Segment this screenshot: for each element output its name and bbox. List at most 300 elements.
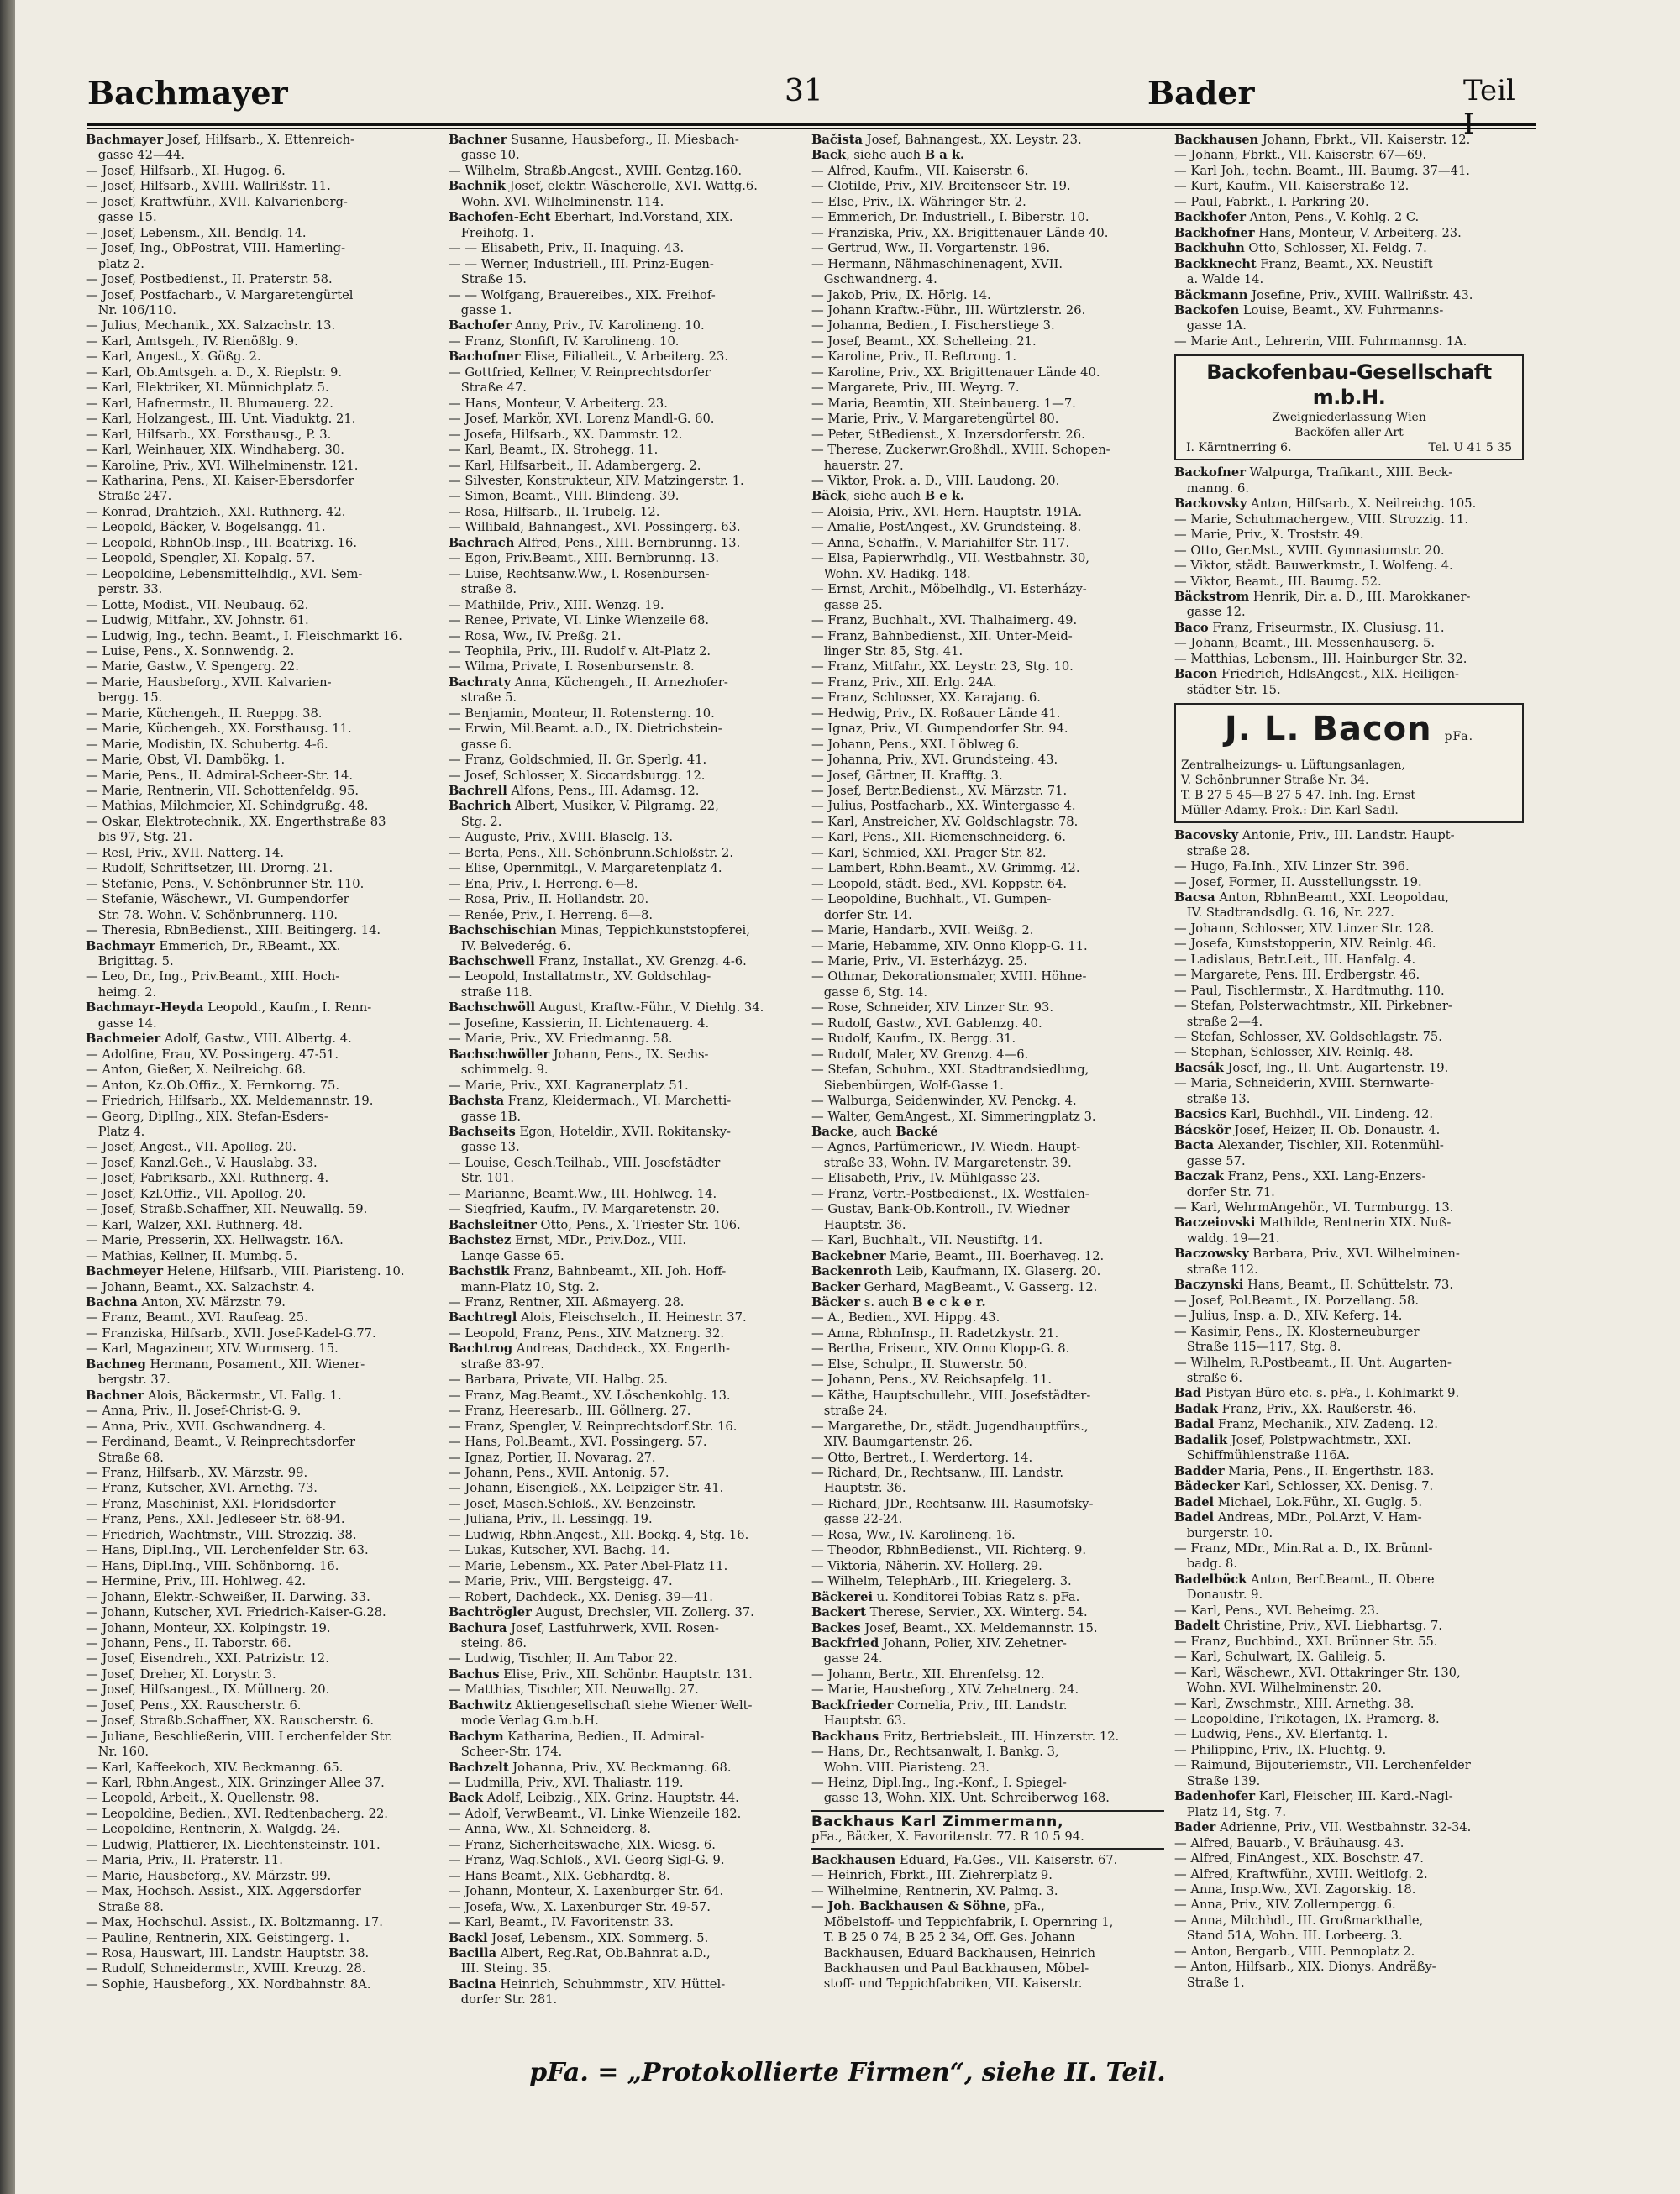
directory-entry: gasse 15. [86, 210, 157, 225]
directory-entry: — Elise, Opernmitgl., V. Margaretenplatz 4. [449, 861, 722, 876]
directory-entry: Scheer-Str. 174. [449, 1745, 563, 1760]
directory-entry: — Othmar, Dekorationsmaler, XVIII. Höhne- [811, 969, 1087, 984]
directory-entry: — Johann, Kutscher, XVI. Friedrich-Kaiser-G.28. [86, 1605, 386, 1620]
directory-entry: Freihofg. 1. [449, 225, 534, 240]
directory-entry: Bachmayr Emmerich, Dr., RBeamt., XX. [86, 938, 341, 953]
directory-entry: — Anna, Schaffn., V. Mariahilfer Str. 117. [811, 535, 1070, 550]
ad-backofenbau-title: Backofenbau-Gesellschaft m.b.H. [1206, 360, 1492, 410]
directory-entry: Bachofner Elise, Filialleit., V. Arbeiterg. 23. [449, 349, 729, 365]
directory-entry: — Viktoria, Näherin. XV. Hollerg. 29. [811, 1558, 1042, 1573]
directory-entry: gasse 6, Stg. 14. [811, 984, 928, 1000]
directory-entry: — Clotilde, Priv., XIV. Breitenseer Str. 19. [811, 179, 1071, 194]
directory-entry: — Kurt, Kaufm., VII. Kaiserstraße 12. [1174, 179, 1410, 194]
directory-entry: — Julius, Insp. a. D., XIV. Keferg. 14. [1174, 1309, 1403, 1324]
directory-entry: — Adolf, VerwBeamt., VI. Linke Wienzeile 182. [449, 1806, 742, 1821]
directory-entry: — Leopold, städt. Bed., XVI. Koppstr. 64. [811, 876, 1068, 891]
directory-entry: — — Werner, Industriell., III. Prinz-Eugen- [449, 256, 714, 271]
header-rule-thick [87, 123, 1536, 126]
directory-entry: Badak Franz, Priv., XX. Raußerstr. 46. [1174, 1401, 1417, 1416]
directory-entry: — Karl, Walzer, XXI. Ruthnerg. 48. [86, 1217, 302, 1232]
directory-entry: Str. 101. [449, 1171, 515, 1186]
directory-entry: dorfer Str. 14. [811, 907, 912, 922]
directory-entry: — Johann, Monteur, XX. Kolpingstr. 19. [86, 1620, 331, 1635]
directory-entry: gasse 14. [86, 1016, 157, 1031]
directory-entry: straße 24. [811, 1404, 888, 1419]
directory-entry: — Stefanie, Wäschewr., VI. Gumpendorfer [86, 892, 349, 907]
directory-entry: gasse 13, Wohn. XIX. Unt. Schreiberweg 168. [811, 1791, 1110, 1806]
directory-entry: — Julius, Postfacharb., XX. Wintergasse 4. [811, 799, 1076, 814]
directory-entry: Siebenbürgen, Wolf-Gasse 1. [811, 1078, 1004, 1093]
directory-entry: — Josef, Straßb.Schaffner, XII. Neuwallg. 59. [86, 1202, 368, 1217]
directory-entry: — Egon, Priv.Beamt., XIII. Bernbrunng. 13. [449, 551, 720, 566]
directory-entry: — Marie, Obst, VI. Dambökg. 1. [86, 753, 286, 768]
directory-entry: — Katharina, Pens., XI. Kaiser-Ebersdorfer [86, 473, 354, 488]
directory-entry: — Marie Ant., Lehrerin, VIII. Fuhrmannsg. 1A. [1174, 333, 1467, 349]
directory-page [15, 0, 1680, 2194]
directory-entry: städter Str. 15. [1174, 682, 1281, 697]
directory-entry: straße 28. [1174, 843, 1251, 858]
directory-entry: — Luise, Pens., X. Sonnwendg. 2. [86, 643, 295, 659]
directory-entry: — Karl, Pens., XII. Riemenschneiderg. 6. [811, 830, 1066, 845]
directory-entry: T. B 25 0 74, B 25 2 34, Off. Ges. Johann [811, 1930, 1075, 1945]
directory-entry: Bäckmann Josefine, Priv., XVIII. Wallrißstr. 43. [1174, 287, 1473, 302]
directory-entry: — Wilhelmine, Rentnerin, XV. Palmg. 3. [811, 1883, 1058, 1898]
directory-entry: — Karoline, Priv., II. Reftrong. 1. [811, 349, 1017, 365]
directory-entry: — Karl, Rbhn.Angest., XIX. Grinzinger Allee 37. [86, 1776, 385, 1791]
directory-entry: — Erwin, Mil.Beamt. a.D., IX. Dietrichstein- [449, 722, 722, 737]
directory-entry: — Anna, Priv., XIV. Zollernpergg. 6. [1174, 1897, 1396, 1913]
directory-entry: Straße 88. [86, 1899, 164, 1914]
directory-entry: Backhausen und Paul Backhausen, Möbel- [811, 1961, 1089, 1976]
directory-entry: — Maria, Beamtin, XII. Steinbauerg. 1—7. [811, 396, 1076, 411]
running-header [87, 74, 1532, 121]
directory-entry: — Marie, Priv., XV. Friedmanng. 58. [449, 1031, 673, 1047]
directory-entry: Wohn. VIII. Piaristeng. 23. [811, 1760, 990, 1775]
directory-entry: — Marie, Priv., XXI. Kagranerplatz 51. [449, 1078, 689, 1093]
directory-entry: platz 2. [86, 256, 144, 271]
directory-entry: — Oskar, Elektrotechnik., XX. Engerthstraße 83 [86, 814, 386, 829]
directory-entry: — Juliane, Beschließerin, VIII. Lerchenfelder Str. [86, 1729, 393, 1744]
ad-bacon-title: J. L. Bacon [1224, 710, 1432, 749]
directory-columns [86, 133, 1537, 2038]
directory-entry: — Marie, Hebamme, XIV. Onno Klopp-G. 11. [811, 938, 1088, 953]
directory-entry: Hauptstr. 36. [811, 1481, 906, 1496]
directory-entry: — Ludwig, Ing., techn. Beamt., I. Fleischmarkt 16. [86, 628, 402, 643]
directory-entry: — Franz, Beamt., XVI. Raufeag. 25. [86, 1310, 308, 1325]
directory-entry: — Franz, Kutscher, XVI. Arnethg. 73. [86, 1481, 318, 1496]
directory-entry: — Leopoldine, Trikotagen, IX. Pramerg. 8. [1174, 1711, 1440, 1726]
directory-entry: — Marie, Priv., VIII. Bergsteigg. 47. [449, 1574, 673, 1589]
directory-entry: Backhausen Eduard, Fa.Ges., VII. Kaiserstr. 67. [811, 1852, 1118, 1867]
directory-entry: Backfried Johann, Polier, XIV. Zehetner- [811, 1635, 1067, 1651]
directory-entry: — Marie, Gastw., V. Spengerg. 22. [86, 659, 299, 674]
directory-entry: — Ludmilla, Priv., XVI. Thaliastr. 119. [449, 1776, 684, 1791]
directory-entry: Bachrach Alfred, Pens., XIII. Bernbrunng. 13. [449, 535, 741, 550]
directory-entry: Bachmayer Josef, Hilfsarb., X. Ettenreich- [86, 133, 355, 147]
directory-entry: gasse 24. [811, 1651, 883, 1666]
directory-entry: Brigittag. 5. [86, 954, 174, 969]
directory-entry: Wohn. XVI. Wilhelminenstr. 114. [449, 194, 664, 209]
directory-entry: straße 83-97. [449, 1357, 545, 1372]
directory-entry: — Otto, Ger.Mst., XVIII. Gymnasiumstr. 20. [1174, 543, 1445, 558]
directory-entry: — Johanna, Bedien., I. Fischerstiege 3. [811, 318, 1055, 333]
directory-entry: Backofner Walpurga, Trafikant., XIII. Beck- [1174, 465, 1453, 480]
directory-entry: — Matthias, Tischler, XII. Neuwallg. 27. [449, 1682, 699, 1698]
directory-entry: gasse 13. [449, 1140, 520, 1155]
directory-entry: — Josef, Fabriksarb., XXI. Ruthnerg. 4. [86, 1171, 329, 1186]
directory-entry: — Rosa, Priv., II. Hollandstr. 20. [449, 892, 649, 907]
directory-entry: — Karl Joh., techn. Beamt., III. Baumg. 37—41. [1174, 163, 1470, 178]
directory-entry: — Konrad, Drahtzieh., XXI. Ruthnerg. 42. [86, 504, 346, 519]
directory-entry: — Karoline, Priv., XVI. Wilhelminenstr. 121. [86, 458, 359, 473]
directory-entry: — Leopoldine, Lebensmittelhdlg., XVI. Sem- [86, 566, 363, 581]
directory-entry: perstr. 33. [86, 582, 163, 597]
directory-entry: — Franz, MDr., Min.Rat a. D., IX. Brünnl- [1174, 1541, 1433, 1556]
ad-bacon-line2: V. Schönbrunner Straße Nr. 34. [1181, 774, 1369, 788]
directory-entry: Bachym Katharina, Bedien., II. Admiral- [449, 1729, 705, 1744]
directory-entry: Stg. 2. [449, 814, 502, 829]
directory-entry: — Josef, Straßb.Schaffner, XX. Rauscherstr. 6. [86, 1714, 375, 1729]
directory-entry: — Stefan, Schuhm., XXI. Stadtrandsiedlung, [811, 1063, 1089, 1078]
directory-entry: — Else, Priv., IX. Währinger Str. 2. [811, 194, 1026, 209]
directory-entry: — Leopold, Arbeit., X. Quellenstr. 98. [86, 1791, 319, 1806]
directory-entry: — Wilhelm, Straßb.Angest., XVIII. Gentzg.160. [449, 163, 743, 178]
directory-entry: IV. Belvederég. 6. [449, 938, 571, 953]
directory-entry: — Robert, Dachdeck., XX. Denisg. 39—41. [449, 1589, 713, 1604]
directory-entry: — Leopold, Spengler, XI. Kopalg. 57. [86, 551, 316, 566]
column-4 [1174, 133, 1527, 2038]
directory-entry: straße 2—4. [1174, 1014, 1263, 1029]
directory-entry: Bacsák Josef, Ing., II. Unt. Augartenstr. 19. [1174, 1060, 1449, 1075]
directory-entry: — Franz, Vertr.-Postbedienst., IX. Westfalen- [811, 1186, 1089, 1201]
ad-backofenbau-phone: Tel. U 41 5 35 [1428, 441, 1512, 455]
directory-entry: waldg. 19—21. [1174, 1231, 1280, 1246]
directory-entry: — Marie, Hausbeforg., XV. Märzstr. 99. [86, 1868, 332, 1883]
directory-entry: — Else, Schulpr., II. Stuwerstr. 50. [811, 1357, 1028, 1372]
directory-entry: — Franz, Sicherheitswache, XIX. Wiesg. 6. [449, 1837, 716, 1852]
directory-entry: — Franz, Schlosser, XX. Karajang. 6. [811, 690, 1041, 706]
directory-entry: Lange Gasse 65. [449, 1248, 564, 1263]
directory-entry: — Walburga, Seidenwinder, XV. Penckg. 4. [811, 1094, 1077, 1109]
directory-entry: — Ignaz, Priv., VI. Gumpendorfer Str. 94. [811, 722, 1068, 737]
directory-entry: — Marie, Pens., II. Admiral-Scheer-Str. 14. [86, 768, 354, 783]
directory-entry: — Hans, Dr., Rechtsanwalt, I. Bankg. 3, [811, 1745, 1059, 1760]
header-first-entry: Bachmayer [87, 74, 288, 112]
directory-entry: — Hans, Dipl.Ing., VIII. Schönborng. 16. [86, 1558, 339, 1573]
directory-entry: — Hans, Pol.Beamt., XVI. Possingerg. 57. [449, 1435, 707, 1450]
directory-entry: Baczak Franz, Pens., XXI. Lang-Enzers- [1174, 1169, 1426, 1184]
directory-entry: Straße 247. [86, 489, 172, 504]
directory-entry: Straße 115—117, Stg. 8. [1174, 1340, 1341, 1355]
directory-entry: — Rosa, Hilfsarb., II. Trubelg. 12. [449, 504, 660, 519]
column-1 [86, 133, 438, 2038]
directory-entry: — Ludwig, Tischler, II. Am Tabor 22. [449, 1651, 678, 1666]
directory-entry: Wohn. XV. Hadikg. 148. [811, 566, 971, 581]
directory-entry: — Johann, Elektr.-Schweißer, II. Darwing. 33. [86, 1589, 370, 1604]
directory-entry: — Johann, Beamt., III. Messenhauserg. 5. [1174, 636, 1436, 651]
directory-entry: — Franz, Maschinist, XXI. Floridsdorfer [86, 1496, 336, 1511]
directory-entry: — Franz, Wag.Schloß., XVI. Georg Sigl-G. 9. [449, 1853, 725, 1868]
directory-entry: — — Elisabeth, Priv., II. Inaquing. 43. [449, 241, 685, 256]
ad-backofenbau-line2: Backöfen aller Art [1294, 426, 1404, 440]
directory-entry: — Anna, Priv., XVII. Gschwandnerg. 4. [86, 1419, 327, 1434]
directory-entry: — Ignaz, Portier, II. Novarag. 27. [449, 1450, 656, 1465]
directory-entry: — Leopoldine, Bedien., XVI. Redtenbacherg. 22. [86, 1806, 388, 1821]
directory-entry: — Josef, Hilfsangest., IX. Müllnerg. 20. [86, 1682, 330, 1698]
directory-entry: — Heinz, Dipl.Ing., Ing.-Konf., I. Spiegel- [811, 1776, 1067, 1791]
directory-entry: Bachmeyer Helene, Hilfsarb., VIII. Piaristeng. 10. [86, 1264, 405, 1279]
directory-entry: — Franz, Pens., XXI. Jedleseer Str. 68-94. [86, 1512, 345, 1527]
directory-entry: — Leopold, Bäcker, V. Bogelsangg. 41. [86, 520, 326, 535]
directory-entry: Platz 14, Stg. 7. [1174, 1804, 1287, 1819]
directory-entry: Back, siehe auch B a k. [811, 148, 965, 163]
directory-entry: — Margarete, Priv., III. Weyrg. 7. [811, 381, 1020, 396]
directory-entry: — Stefan, Polsterwachtmstr., XII. Pirkebner- [1174, 999, 1452, 1014]
directory-entry: — Hugo, Fa.Inh., XIV. Linzer Str. 396. [1174, 859, 1410, 874]
directory-entry: — Marie, Küchengeh., II. Rueppg. 38. [86, 706, 323, 721]
directory-entry: — Maria, Priv., II. Praterstr. 11. [86, 1853, 283, 1868]
directory-entry: — Leopoldine, Rentnerin, X. Walgdg. 24. [86, 1822, 340, 1837]
directory-entry: Bachseits Egon, Hoteldir., XVII. Rokitansky- [449, 1125, 732, 1139]
directory-entry: bis 97, Stg. 21. [86, 830, 193, 845]
directory-entry: — — Wolfgang, Brauereibes., XIX. Freihof- [449, 287, 716, 302]
directory-entry: — Leopold, Installatmstr., XV. Goldschlag- [449, 969, 711, 984]
directory-entry: — Wilma, Private, I. Rosenbursenstr. 8. [449, 659, 695, 674]
directory-entry: — Käthe, Hauptschullehr., VIII. Josefstädter- [811, 1388, 1091, 1403]
directory-entry: — Marie, Priv., X. Troststr. 49. [1174, 528, 1364, 543]
column-3 [811, 133, 1164, 2038]
directory-entry: — Karl, Weinhauer, XIX. Windhaberg. 30. [86, 443, 344, 458]
directory-entry: — Gottfried, Kellner, V. Reinprechtsdorfer [449, 365, 711, 380]
directory-entry: — Hermine, Priv., III. Hohlweg. 42. [86, 1574, 307, 1589]
directory-entry: — Johann, Fbrkt., VII. Kaiserstr. 67—69. [1174, 148, 1427, 163]
directory-entry: Bácskör Josef, Heizer, II. Ob. Donaustr. 4. [1174, 1122, 1441, 1137]
directory-entry: — Margarethe, Dr., städt. Jugendhauptfürs., [811, 1419, 1089, 1434]
directory-entry: — Marie, Küchengeh., XX. Forsthausg. 11. [86, 722, 352, 737]
directory-entry: — Max, Hochschul. Assist., IX. Boltzmanng. 17. [86, 1915, 383, 1930]
directory-entry: — Franziska, Priv., XX. Brigittenauer Lände 40. [811, 225, 1109, 240]
directory-entry: Bachrich Albert, Musiker, V. Pilgramg. 22, [449, 799, 719, 814]
directory-entry: — Renee, Private, VI. Linke Wienzeile 68. [449, 613, 710, 628]
directory-entry: — Josef, Schlosser, X. Siccardsburgg. 12. [449, 768, 706, 783]
directory-entry: — Karl, Buchhalt., VII. Neustiftg. 14. [811, 1233, 1043, 1248]
directory-entry: dorfer Str. 71. [1174, 1184, 1275, 1199]
directory-entry: Schiffmühlenstraße 116A. [1174, 1448, 1350, 1463]
directory-entry: — Hermann, Nähmaschinenagent, XVII. [811, 256, 1063, 271]
directory-entry: Backhuhn Otto, Schlosser, XI. Feldg. 7. [1174, 241, 1427, 256]
directory-entry: — Marie, Handarb., XVII. Weißg. 2. [811, 923, 1034, 938]
directory-entry: — Karl, Kaffeekoch, XIV. Beckmanng. 65. [86, 1760, 344, 1775]
directory-entry: Bacilla Albert, Reg.Rat, Ob.Bahnrat a.D., [449, 1946, 711, 1961]
directory-entry: — Karl, Schmied, XXI. Prager Str. 82. [811, 845, 1047, 860]
directory-entry: — Bertha, Friseur., XIV. Onno Klopp-G. 8. [811, 1341, 1070, 1357]
directory-entry: — Marie, Hausbeforg., XVII. Kalvarien- [86, 674, 332, 690]
directory-entry: — Josefa, Hilfsarb., XX. Dammstr. 12. [449, 427, 683, 442]
directory-entry: Backofen Louise, Beamt., XV. Fuhrmanns- [1174, 302, 1444, 318]
directory-entry: bergstr. 37. [86, 1373, 171, 1388]
directory-entry: — Pauline, Rentnerin, XIX. Geistingerg. 1. [86, 1930, 350, 1945]
directory-entry: — Paul, Fabrkt., I. Parkring 20. [1174, 194, 1369, 209]
directory-entry: Straße 1. [1174, 1975, 1245, 1990]
directory-entry: — A., Bedien., XVI. Hippg. 43. [811, 1310, 1000, 1325]
directory-entry: Baco Franz, Friseurmstr., IX. Clusiusg. 11. [1174, 620, 1445, 635]
directory-entry: — Josef, Former, II. Ausstellungsstr. 19. [1174, 874, 1422, 890]
directory-entry: gasse 22-24. [811, 1512, 903, 1527]
book-gutter-shadow [0, 0, 15, 2194]
directory-entry: — Hans Beamt., XIX. Gebhardtg. 8. [449, 1868, 670, 1883]
directory-entry: — Johann Kraftw.-Führ., III. Würtzlerstr. 26. [811, 302, 1086, 318]
directory-entry: Baczowsky Barbara, Priv., XVI. Wilhelminen- [1174, 1247, 1460, 1262]
directory-entry: — Josef, Beamt., XX. Schelleing. 21. [811, 333, 1037, 349]
directory-entry: Bachtregl Alois, Fleischselch., II. Heinestr. 37. [449, 1310, 747, 1325]
directory-entry: Bachner Susanne, Hausbeforg., II. Miesbach- [449, 133, 739, 147]
directory-entry: Bad Pistyan Büro etc. s. pFa., I. Kohlmarkt 9. [1174, 1386, 1460, 1401]
directory-entry: Bachschwell Franz, Installat., XV. Grenzg. 4-6. [449, 954, 747, 969]
directory-entry: straße 5. [449, 690, 517, 706]
directory-entry: Backert Therese, Servier., XX. Winterg. 54. [811, 1605, 1088, 1620]
directory-entry: schimmelg. 9. [449, 1063, 549, 1078]
directory-entry: — Johann, Pens., XV. Reichsapfelg. 11. [811, 1373, 1053, 1388]
directory-entry: dorfer Str. 281. [449, 1992, 558, 2008]
directory-entry: Backe, auch Backé [811, 1125, 938, 1139]
ad-bacon-line3: T. B 27 5 45—B 27 5 47. Inh. Ing. Ernst [1181, 789, 1416, 803]
directory-entry: — Karl, Hilfsarbeit., II. Adambergerg. 2. [449, 458, 701, 473]
directory-entry: Bacsics Karl, Buchhdl., VII. Lindeng. 42. [1174, 1107, 1434, 1122]
directory-entry: — Sophie, Hausbeforg., XX. Nordbahnstr. 8A. [86, 1976, 371, 1992]
directory-entry: — Benjamin, Monteur, II. Rotensterng. 10. [449, 706, 715, 721]
directory-entry: — Franz, Bahnbedienst., XII. Unter-Meid- [811, 628, 1073, 643]
directory-entry: — Josef, Ing., ObPostrat, VIII. Hamerling- [86, 241, 346, 256]
directory-entry: Backhofer Anton, Pens., V. Kohlg. 2 C. [1174, 210, 1420, 225]
directory-entry: straße 33, Wohn. IV. Margaretenstr. 39. [811, 1155, 1072, 1170]
directory-entry: — Leopold, RbhnOb.Insp., III. Beatrixg. 16. [86, 535, 358, 550]
directory-entry: — Ernst, Archit., Möbelhdlg., VI. Esterházy- [811, 582, 1087, 597]
directory-entry: — Karl, Magazineur, XIV. Wurmserg. 15. [86, 1341, 339, 1357]
directory-entry: gasse 42—44. [86, 148, 186, 163]
directory-entry: Bacina Heinrich, Schuhmmstr., XIV. Hüttel- [449, 1976, 726, 1992]
directory-entry: manng. 6. [1174, 480, 1250, 496]
directory-entry: — Karl, Ob.Amtsgeh. a. D., X. Rieplstr. 9. [86, 365, 343, 380]
directory-entry: — Franz, Spengler, V. Reinprechtsdorf.Str. 16. [449, 1419, 738, 1434]
directory-entry: Straße 68. [86, 1450, 164, 1465]
ad-backofenbau-address: I. Kärntnerring 6. [1186, 441, 1292, 455]
directory-entry: Gschwandnerg. 4. [811, 272, 937, 287]
directory-entry: — Josefine, Kassierin, II. Lichtenauerg. 4. [449, 1016, 710, 1031]
directory-entry: — Franz, Mitfahr., XX. Leystr. 23, Stg. 10. [811, 659, 1074, 674]
directory-entry: Bachner Alois, Bäckermstr., VI. Fallg. 1. [86, 1388, 342, 1403]
directory-entry: — Karl, Amtsgeh., IV. Rienößlg. 9. [86, 333, 298, 349]
directory-entry: — Alfred, FinAngest., XIX. Boschstr. 47. [1174, 1851, 1424, 1866]
directory-entry: hauerstr. 27. [811, 458, 904, 473]
directory-entry: Bachraty Anna, Küchengeh., II. Arnezhofer- [449, 674, 728, 690]
directory-entry: Bachofer Anny, Priv., IV. Karolineng. 10. [449, 318, 705, 333]
directory-entry: — Margarete, Pens. III. Erdbergstr. 46. [1174, 968, 1420, 983]
directory-entry: straße 13. [1174, 1091, 1251, 1106]
directory-entry: Bäcker s. auch B e c k e r. [811, 1294, 986, 1310]
directory-entry: gasse 12. [1174, 605, 1246, 620]
directory-entry: Bachschwöll August, Kraftw.-Führ., V. Diehlg. 34. [449, 1000, 764, 1016]
directory-entry: — Karl, WehrmAngehör., VI. Turmburgg. 13. [1174, 1200, 1454, 1215]
directory-entry: — Lotte, Modist., VII. Neubaug. 62. [86, 597, 309, 612]
directory-entry: — Matthias, Lebensm., III. Hainburger Str. 32. [1174, 651, 1467, 666]
directory-entry: gasse 10. [449, 148, 520, 163]
directory-entry: — Franz, Buchbind., XXI. Brünner Str. 55. [1174, 1634, 1438, 1649]
directory-entry: straße 8. [449, 582, 517, 597]
directory-entry: Bachstik Franz, Bahnbeamt., XII. Joh. Hoff- [449, 1264, 727, 1279]
directory-entry: Bachzelt Johanna, Priv., XV. Beckmanng. 68. [449, 1760, 732, 1775]
directory-entry: — Marie, Presserin, XX. Hellwagstr. 16A. [86, 1233, 344, 1248]
directory-entry: — Karl, Zwschmstr., XIII. Arnethg. 38. [1174, 1696, 1415, 1711]
directory-entry: — Johann, Schlosser, XIV. Linzer Str. 128. [1174, 921, 1435, 936]
directory-entry: — Marie, Priv., V. Margaretengürtel 80. [811, 412, 1059, 427]
directory-entry: — Marie, Priv., VI. Esterházyg. 25. [811, 954, 1028, 969]
header-last-entry: Bader [1147, 74, 1255, 112]
directory-entry: — Alfred, Bauarb., V. Bräuhausg. 43. [1174, 1835, 1404, 1850]
directory-entry: — Heinrich, Fbrkt., III. Ziehrerplatz 9. [811, 1868, 1053, 1883]
directory-entry: — Viktor, städt. Bauwerkmstr., I. Wolfeng. 4. [1174, 559, 1453, 574]
ad-backofenbau [1174, 354, 1524, 460]
directory-entry: — Amalie, PostAngest., XV. Grundsteing. 8. [811, 520, 1082, 535]
directory-entry: Bachmayr-Heyda Leopold., Kaufm., I. Renn- [86, 1000, 372, 1016]
directory-entry: Badalik Josef, Polstpwachtmstr., XXI. [1174, 1432, 1411, 1447]
directory-entry: a. Walde 14. [1174, 272, 1264, 287]
directory-entry: straße 118. [449, 984, 533, 1000]
directory-entry: — Resl, Priv., XVII. Natterg. 14. [86, 845, 285, 860]
directory-entry: — Johann, Beamt., XX. Salzachstr. 4. [86, 1279, 315, 1294]
directory-entry: — Ladislaus, Betr.Leit., III. Hanfalg. 4. [1174, 952, 1416, 967]
footer-note: pFa. = „Protokollierte Firmen“, siehe II. Teil. [529, 2058, 1166, 2087]
directory-entry: — Anton, Bergarb., VIII. Pennoplatz 2. [1174, 1944, 1415, 1959]
directory-entry: Hauptstr. 63. [811, 1714, 906, 1729]
directory-entry: Stand 51A, Wohn. III. Lorbeerg. 3. [1174, 1929, 1403, 1944]
directory-entry: — Berta, Pens., XII. Schönbrunn.Schloßstr. 2. [449, 845, 733, 860]
directory-entry: — Johanna, Priv., XVI. Grundsteing. 43. [811, 753, 1058, 768]
directory-entry: badg. 8. [1174, 1556, 1238, 1572]
directory-entry: — Karl, Pens., XVI. Beheimg. 23. [1174, 1603, 1379, 1618]
directory-entry: Donaustr. 9. [1174, 1588, 1263, 1603]
directory-entry: — Anna, Priv., II. Josef-Christ-G. 9. [86, 1404, 302, 1419]
directory-entry: Back Adolf, Leibzig., XIX. Grinz. Hauptstr. 44. [449, 1791, 739, 1806]
directory-entry: — Karl, Elektriker, XI. Münnichplatz 5. [86, 381, 329, 396]
directory-entry: Bachwitz Aktiengesellschaft siehe Wiener Welt- [449, 1698, 753, 1713]
ad-backhaus-title: Backhaus Karl Zimmermann, [811, 1813, 1064, 1830]
directory-entry: Baczeiovski Mathilde, Rentnerin XIX. Nuß- [1174, 1215, 1452, 1231]
directory-entry: Bachtrog Andreas, Dachdeck., XX. Engerth- [449, 1341, 730, 1357]
directory-entry: — Mathias, Milchmeier, XI. Schindgrußg. 48. [86, 799, 369, 814]
directory-entry: — Marie, Lebensm., XX. Pater Abel-Platz 11. [449, 1558, 728, 1573]
ad-bacon [1174, 703, 1524, 823]
directory-entry: Bäckstrom Henrik, Dir. a. D., III. Marokkaner- [1174, 589, 1471, 604]
directory-entry: — Josef, Kanzl.Geh., V. Hauslabg. 33. [86, 1155, 318, 1170]
directory-entry: — Karl, Anstreicher, XV. Goldschlagstr. 78. [811, 814, 1079, 829]
directory-entry: — Agnes, Parfümeriewr., IV. Wiedn. Haupt- [811, 1140, 1081, 1155]
directory-entry: — Teophila, Priv., III. Rudolf v. Alt-Platz 2. [449, 643, 711, 659]
directory-entry: III. Steing. 35. [449, 1961, 552, 1976]
directory-entry: Backes Josef, Beamt., XX. Meldemannstr. 15. [811, 1620, 1098, 1635]
directory-entry: — Renée, Priv., I. Herreng. 6—8. [449, 907, 654, 922]
directory-entry: Bacsa Anton, RbhnBeamt., XXI. Leopoldau, [1174, 890, 1449, 905]
directory-entry: Nr. 160. [86, 1745, 149, 1760]
directory-entry: Bacta Alexander, Tischler, XII. Rotenmühl- [1174, 1138, 1444, 1153]
directory-entry: — Ludwig, Mitfahr., XV. Johnstr. 61. [86, 613, 309, 628]
directory-entry: — Josef, Kzl.Offiz., VII. Apollog. 20. [86, 1186, 307, 1201]
directory-entry: — Rose, Schneider, XIV. Linzer Str. 93. [811, 1000, 1053, 1016]
directory-entry: — Hedwig, Priv., IX. Roßauer Lände 41. [811, 706, 1061, 721]
ad-backhaus-line1: pFa., Bäcker, X. Favoritenstr. 77. R 10 5 94. [811, 1829, 1084, 1845]
directory-entry: — Theresia, RbnBedienst., XIII. Beitingerg. 14. [86, 923, 381, 938]
directory-entry: — Karl, Beamt., IX. Strohegg. 11. [449, 443, 659, 458]
directory-entry: — Anton, Gießer, X. Neilreichg. 68. [86, 1063, 307, 1078]
